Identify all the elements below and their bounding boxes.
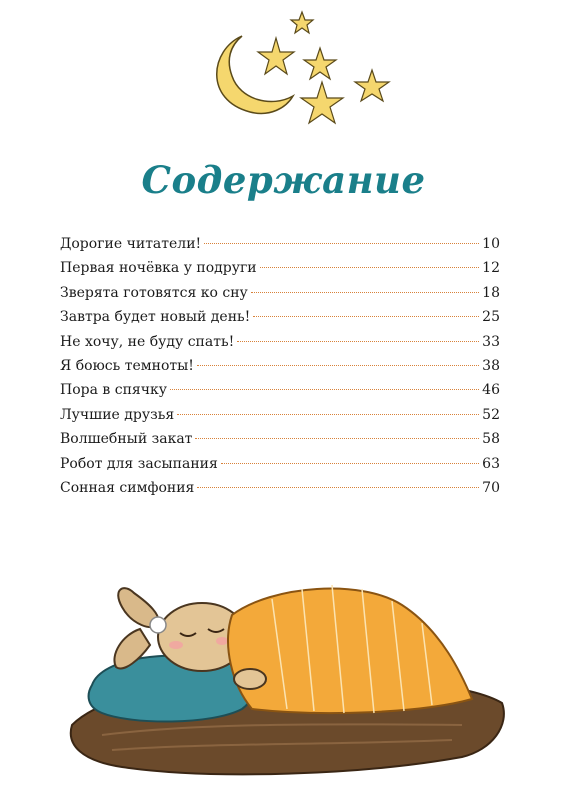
dot-leader [195,438,479,439]
toc-entry-page: 10 [482,236,500,252]
dot-leader [197,365,479,366]
toc-entry[interactable] [60,456,500,480]
toc-entry[interactable] [60,431,500,455]
toc-entry[interactable] [60,309,500,333]
dot-leader [260,267,479,268]
toc-entry[interactable] [60,236,500,260]
toc-entry-title: Сонная симфония [60,479,195,496]
moon-and-stars-decoration [190,8,400,133]
toc-entry[interactable] [60,358,500,382]
toc-entry-page: 33 [482,333,500,350]
toc-entry-page: 70 [482,479,500,496]
toc-entry-title: Волшебный закат [60,431,193,448]
toc-entry[interactable] [60,480,500,504]
dot-leader [237,341,479,342]
star-icon [258,38,294,74]
toc-entry-title: Пора в спячку [60,382,167,399]
toc-entry-page: 58 [482,431,500,448]
toc-entry-page: 63 [482,455,500,472]
toc-entry[interactable] [60,285,500,309]
blanket [228,589,472,714]
toc-entry-page: 52 [482,406,500,423]
star-icon [291,12,313,33]
toc-entry-title: Лучшие друзья [60,406,175,423]
toc-entry-title: Первая ночёвка у подруги [60,260,257,277]
star-icon [304,48,336,79]
star-icon [301,82,343,123]
bunny-paw [234,669,266,689]
toc-entry-title: Не хочу, не буду спать! [60,333,235,350]
toc-entry-title: Зверята готовятся ко сну [60,284,248,301]
toc-entry-title: Робот для засыпания [60,455,218,472]
page-title: Содержание [141,158,426,202]
toc-entry[interactable] [60,382,500,406]
dot-leader [204,243,479,244]
toc-entry[interactable] [60,260,500,284]
star-icon [355,70,389,101]
dot-leader [170,389,479,390]
toc-entry-page: 18 [482,284,500,301]
toc-entry-page: 38 [482,357,500,374]
toc-entry-page: 25 [482,309,500,326]
toc-entry[interactable] [60,407,500,431]
dot-leader [253,316,479,317]
toc-entry-page: 12 [482,260,500,277]
toc-entry-title: Завтра будет новый день! [60,309,251,326]
toc-entry[interactable] [60,334,500,358]
moon-icon [217,36,293,113]
dot-leader [177,414,479,415]
toc-entry-title: Я боюсь темноты! [60,357,194,374]
dot-leader [197,487,479,488]
pacifier [150,617,166,633]
dot-leader [221,463,479,464]
sleeping-bunny-illustration [62,575,512,785]
toc-entry-page: 46 [482,382,500,399]
toc-entry-title: Дорогие читатели! [60,236,202,252]
dot-leader [251,292,479,293]
table-of-contents [60,236,500,504]
